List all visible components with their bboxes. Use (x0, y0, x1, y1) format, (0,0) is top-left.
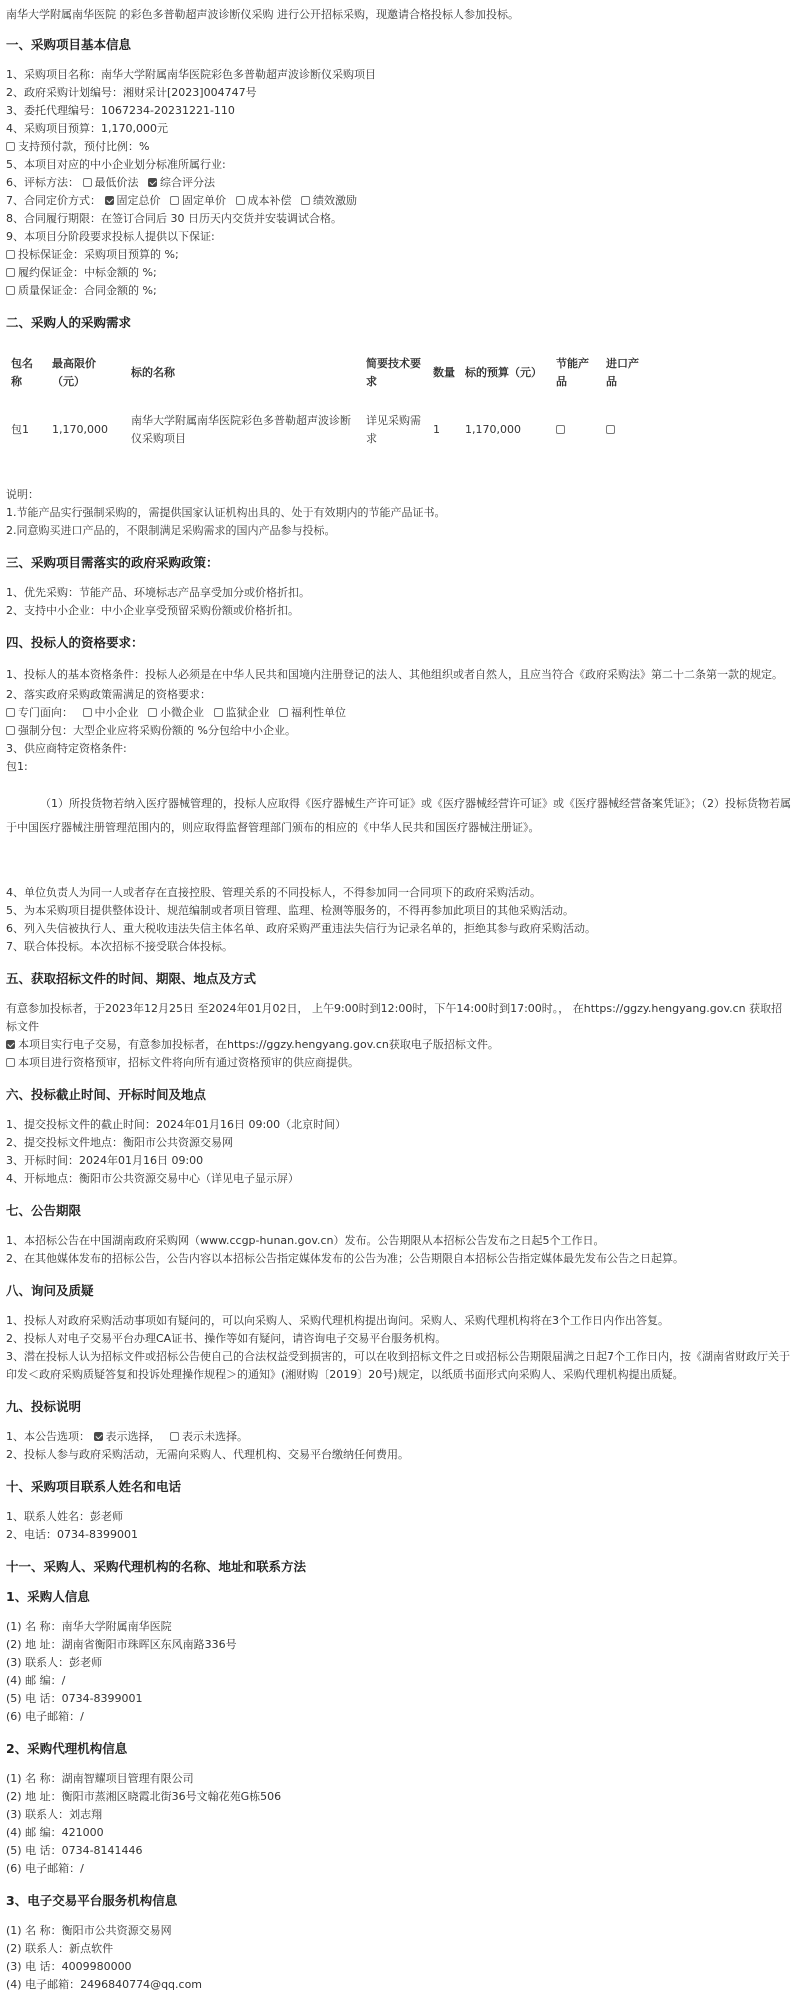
quality-guarantee: 质量保证金：合同金额的 %; (6, 282, 792, 300)
cell-budget: 1,170,000 (465, 423, 521, 436)
inquiry-1: 1、投标人对政府采购活动事项如有疑问的，可以向采购人、采购代理机构提出询问。采购人、采购代理机构将在3个工作日内作出答复。 (6, 1314, 669, 1327)
bid-guarantee-checkbox[interactable] (6, 250, 15, 259)
purchaser-postcode: (4) 邮 编：/ (6, 1674, 66, 1687)
purchaser-name: (1) 名 称：南华大学附属南华医院 (6, 1620, 172, 1633)
industry-standard: 5、本项目对应的中小企业划分标准所属行业: (6, 158, 226, 171)
agency-address: (2) 地 址：衡阳市蒸湘区晓霞北街36号文翰花苑G栋506 (6, 1790, 282, 1803)
plan-number: 2、政府采购计划编号：湘财采计[2023]004747号 (6, 86, 257, 99)
table-row (6, 402, 651, 458)
agency-postcode: (4) 邮 编：421000 (6, 1826, 104, 1839)
notice-period-1: 1、本招标公告在中国湖南政府采购网（www.ccgp-hunan.gov.cn）发布。公告期限从本招标公告发布之日起5个工作日。 (6, 1234, 605, 1247)
platform-phone: (3) 电 话：4009980000 (6, 1960, 132, 1973)
obtain-period: 有意参加投标者，于2023年12月25日 至2024年01月02日， 上午9:00时到12:00时，下午14:00时到17:00时。， 在https://ggzy.hengyang.gov.cn 获取招标文件 (6, 1002, 783, 1033)
requirements-table (6, 344, 651, 458)
submission-deadline: 1、提交投标文件的截止时间：2024年01月16日 09:00（北京时间） (6, 1118, 347, 1131)
note-2: 2.同意购买进口产品的，不限制满足采购需求的国内产品参与投标。 (6, 524, 336, 537)
section-title: 五、获取招标文件的时间、期限、地点及方式 (6, 971, 257, 986)
purchaser-phone: (5) 电 话：0734-8399001 (6, 1692, 143, 1705)
contract-pricing: 7、合同定价方式： 固定总价 固定单价 成本补偿 绩效激励 (6, 194, 357, 207)
inquiry-2: 2、投标人对电子交易平台办理CA证书、操作等如有疑问，请咨询电子交易平台服务机构。 (6, 1332, 447, 1345)
quality-guarantee-checkbox[interactable] (6, 286, 15, 295)
section-notice-period (6, 1202, 792, 1268)
submission-location: 2、提交投标文件地点：衡阳市公共资源交易网 (6, 1136, 233, 1149)
policy-1: 1、优先采购：节能产品、环境标志产品享受加分或价格折扣。 (6, 586, 310, 599)
policy-2: 2、支持中小企业：中小企业享受预留采购份额或价格折扣。 (6, 604, 299, 617)
subsection-title: 2、采购代理机构信息 (6, 1741, 128, 1756)
note-title: 说明： (6, 488, 39, 501)
cell-subject: 南华大学附属南华医院彩色多普勒超声波诊断仪采购项目 (131, 414, 351, 445)
fixed-total-checkbox[interactable] (105, 196, 114, 205)
col-tech-req: 简要技术要求 (366, 357, 421, 388)
cell-max-price: 1,170,000 (52, 423, 108, 436)
section-title: 六、投标截止时间、开标时间及地点 (6, 1087, 207, 1102)
special-target-checkbox[interactable] (6, 708, 15, 717)
col-subject-budget: 标的预算（元） (465, 366, 542, 379)
mandatory-subcontract: 强制分包：大型企业应将采购份额的 %分包给中小企业。 (6, 722, 792, 740)
col-max-price: 最高限价（元） (52, 357, 96, 388)
cell-quantity: 1 (433, 423, 440, 436)
opening-time: 3、开标时间：2024年01月16日 09:00 (6, 1154, 204, 1167)
energy-saving-checkbox[interactable] (556, 425, 565, 434)
section-title: 一、采购项目基本信息 (6, 37, 132, 52)
section-title: 三、采购项目需落实的政府采购政策： (6, 555, 219, 570)
electronic-trading: 本项目实行电子交易，有意参加投标者，在https://ggzy.hengyang.gov.cn获取电子版招标文件。 (6, 1036, 792, 1054)
contact-name: 1、联系人姓名：彭老师 (6, 1510, 123, 1523)
prepayment-option: 支持预付款，预付比例：% (6, 138, 792, 156)
subcontract-checkbox[interactable] (6, 726, 15, 735)
cell-imported (601, 402, 651, 458)
special-target-options: 专门面向： 中小企业 小微企业 监狱企业 福利性单位 (6, 704, 792, 722)
qualification-6: 6、列入失信被执行人、重大税收违法失信主体名单、政府采购严重违法失信行为记录名单的，拒绝其参与政府采购活动。 (6, 922, 596, 935)
section-contact (6, 1478, 792, 1544)
evaluation-method: 6、评标方法： 最低价法 综合评分法 (6, 176, 215, 189)
col-energy-saving: 节能产品 (556, 357, 589, 388)
agency-number: 3、委托代理编号：1067234-20231221-110 (6, 104, 235, 117)
cell-energy-saving (551, 402, 601, 458)
purchaser-contact: (3) 联系人：彭老师 (6, 1656, 103, 1669)
fixed-unit-checkbox[interactable] (170, 196, 179, 205)
micro-enterprise-checkbox[interactable] (148, 708, 157, 717)
col-quantity: 数量 (433, 366, 455, 379)
section-qualifications (6, 634, 792, 956)
performance-guarantee: 履约保证金：中标金额的 %; (6, 264, 792, 282)
col-package-name: 包名称 (11, 357, 33, 388)
section-requirements (6, 314, 792, 540)
section-title: 十一、采购人、采购代理机构的名称、地址和联系方法 (6, 1559, 307, 1574)
lowest-price-checkbox[interactable] (83, 178, 92, 187)
subsection-title: 3、电子交易平台服务机构信息 (6, 1893, 178, 1908)
performance-incentive-checkbox[interactable] (301, 196, 310, 205)
section-title: 十、采购项目联系人姓名和电话 (6, 1479, 182, 1494)
section-title: 八、询问及质疑 (6, 1283, 94, 1298)
contact-phone: 2、电话：0734-8399001 (6, 1528, 138, 1541)
cell-tech: 详见采购需求 (366, 414, 421, 445)
qualification-5: 5、为本采购项目提供整体设计、规范编制或者项目管理、监理、检测等服务的，不得再参加此项目的其他采购活动。 (6, 904, 574, 917)
section-parties (6, 1558, 792, 1994)
comprehensive-score-checkbox[interactable] (148, 178, 157, 187)
unselected-legend-checkbox (170, 1432, 179, 1441)
subsection-title: 1、采购人信息 (6, 1589, 90, 1604)
package-label: 包1: (6, 760, 28, 773)
section-basic-info (6, 36, 792, 300)
col-imported: 进口产品 (606, 357, 639, 388)
qualification-4: 4、单位负责人为同一人或者存在直接控股、管理关系的不同投标人，不得参加同一合同项下的政府采购活动。 (6, 886, 541, 899)
table-header-row (6, 344, 651, 402)
electronic-trading-checkbox[interactable] (6, 1040, 15, 1049)
guarantee-intro: 9、本项目分阶段要求投标人提供以下保证: (6, 230, 215, 243)
project-budget: 4、采购项目预算：1,170,000元 (6, 122, 168, 135)
no-fee-note: 2、投标人参与政府采购活动，无需向采购人、代理机构、交易平台缴纳任何费用。 (6, 1448, 409, 1461)
welfare-unit-checkbox[interactable] (279, 708, 288, 717)
platform-name: (1) 名 称：衡阳市公共资源交易网 (6, 1924, 172, 1937)
imported-checkbox[interactable] (606, 425, 615, 434)
sme-checkbox[interactable] (83, 708, 92, 717)
section-title: 七、公告期限 (6, 1203, 82, 1218)
platform-contact: (2) 联系人：新点软件 (6, 1942, 114, 1955)
agency-name: (1) 名 称：湖南智耀项目管理有限公司 (6, 1772, 194, 1785)
purchaser-email: (6) 电子邮箱：/ (6, 1710, 84, 1723)
project-name: 1、采购项目名称：南华大学附属南华医院彩色多普勒超声波诊断仪采购项目 (6, 68, 376, 81)
section-title: 二、采购人的采购需求 (6, 315, 132, 330)
performance-guarantee-checkbox[interactable] (6, 268, 15, 277)
selected-legend-checkbox (94, 1432, 103, 1441)
section-inquiry (6, 1282, 792, 1384)
qualification-7: 7、联合体投标。本次招标不接受联合体投标。 (6, 940, 233, 953)
section-bid-notes (6, 1398, 792, 1464)
prequalification: 本项目进行资格预审，招标文件将向所有通过资格预审的供应商提供。 (6, 1054, 792, 1072)
col-subject-name: 标的名称 (131, 366, 175, 379)
intro-text: 南华大学附属南华医院 的彩色多普勒超声波诊断仪采购 进行公开招标采购，现邀请合格投标人参加投标。 (6, 8, 519, 21)
agency-contact: (3) 联系人：刘志翔 (6, 1808, 103, 1821)
prison-enterprise-checkbox[interactable] (214, 708, 223, 717)
section-deadline (6, 1086, 792, 1188)
qualification-2: 2、落实政府采购政策需满足的资格要求： (6, 688, 211, 701)
notice-period-2: 2、在其他媒体发布的招标公告，公告内容以本招标公告指定媒体发布的公告为准；公告期限自本招标公告指定媒体最先发布公告之日起算。 (6, 1252, 684, 1265)
prepayment-checkbox[interactable] (6, 142, 15, 151)
section-title: 四、投标人的资格要求： (6, 635, 144, 650)
bid-guarantee: 投标保证金：采购项目预算的 %; (6, 246, 792, 264)
cost-compensation-checkbox[interactable] (236, 196, 245, 205)
qualification-3: 3、供应商特定资格条件: (6, 742, 127, 755)
section-title: 九、投标说明 (6, 1399, 82, 1414)
note-1: 1.节能产品实行强制采购的，需提供国家认证机构出具的、处于有效期内的节能产品证书。 (6, 506, 446, 519)
qualification-1: 1、投标人的基本资格条件：投标人必须是在中华人民共和国境内注册登记的法人、其他组织或者自然人，且应当符合《政府采购法》第二十二条第一款的规定。 (6, 668, 783, 681)
opening-location: 4、开标地点：衡阳市公共资源交易中心（详见电子显示屏） (6, 1172, 299, 1185)
option-legend: 1、本公告选项： 表示选择， 表示未选择。 (6, 1430, 248, 1443)
notice-document (6, 6, 792, 1994)
inquiry-3: 3、潜在投标人认为招标文件或招标公告使自己的合法权益受到损害的，可以在收到招标文件之日或招标公告期限届满之日起7个工作日内，按《湖南省财政厅关于印发＜政府采购质疑答复和投诉处理操作规程＞的通知》(湘财购〔2019〕20号)规定，以纸质书面形式向采购人、采购代理机构提出质疑。 (6, 1350, 790, 1381)
prequalification-checkbox[interactable] (6, 1058, 15, 1067)
purchaser-address: (2) 地 址：湖南省衡阳市珠晖区东风南路336号 (6, 1638, 237, 1651)
contract-period: 8、合同履行期限：在签订合同后 30 日历天内交货并安装调试合格。 (6, 212, 342, 225)
purchaser-info (6, 1588, 792, 1726)
agency-phone: (5) 电 话：0734-8141446 (6, 1844, 143, 1857)
section-obtain-documents (6, 970, 792, 1072)
agency-info (6, 1740, 792, 1878)
package-requirements: （1）所投货物若纳入医疗器械管理的，投标人应取得《医疗器械生产许可证》或《医疗器械经营许可证》或《医疗器械经营备案凭证》；（2）投标货物若属于中国医疗器械注册管理范围内的，则应取得监督管理部门颁布的相应的《中华人民共和国医疗器械注册证》。 (6, 797, 791, 834)
platform-info (6, 1892, 792, 1994)
platform-email: (4) 电子邮箱：2496840774@qq.com (6, 1978, 203, 1991)
agency-email: (6) 电子邮箱：/ (6, 1862, 84, 1875)
cell-package: 包1 (11, 423, 29, 436)
section-policies (6, 554, 792, 620)
